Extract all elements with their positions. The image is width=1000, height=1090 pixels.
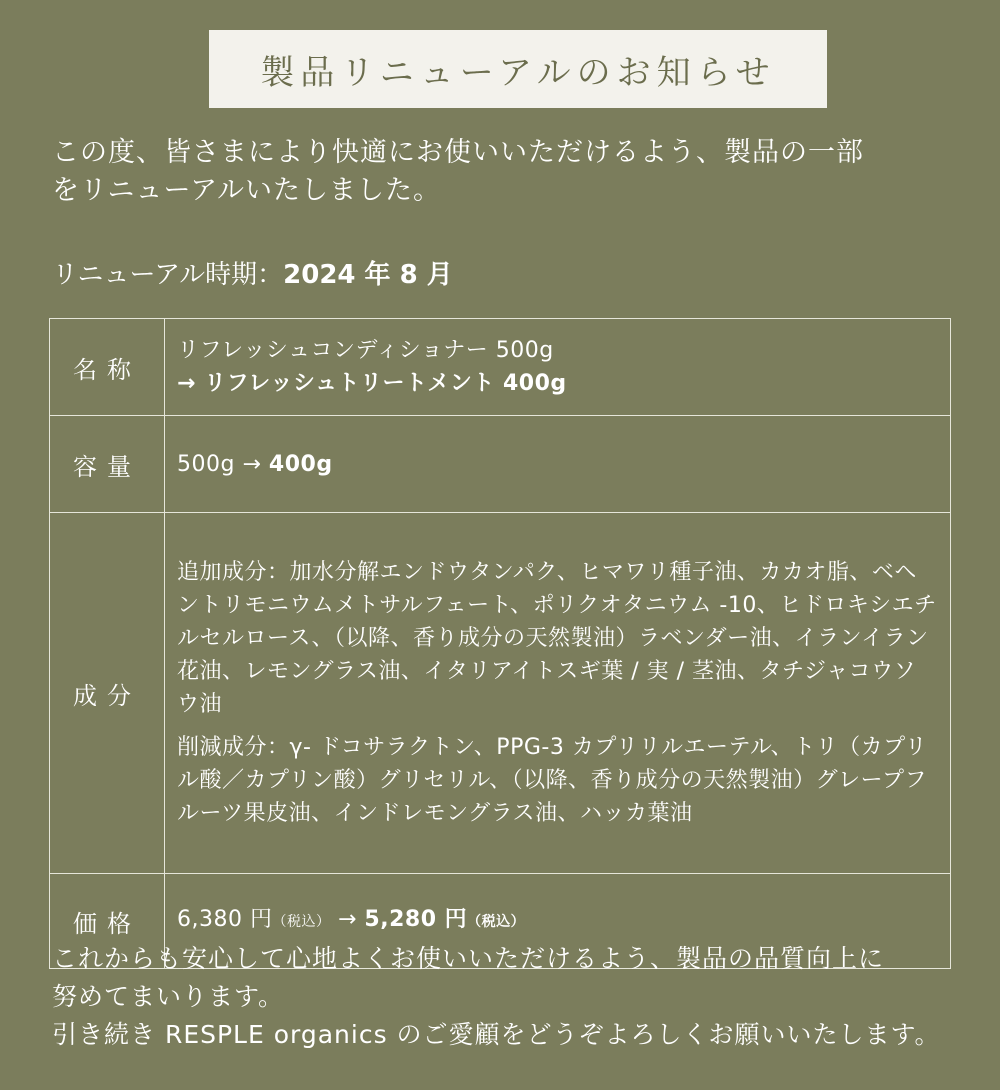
- new-product-name: → リフレッシュトリートメント 400g: [177, 371, 567, 396]
- row-label-volume: 容量: [50, 416, 165, 513]
- row-label-ingredients: 成分: [50, 513, 165, 874]
- old-price: 6,380 円: [177, 907, 273, 932]
- renewal-period: [52, 257, 453, 293]
- row-label-name: 名称: [50, 319, 165, 416]
- page-title: 製品リニューアルのお知らせ: [260, 52, 776, 93]
- intro-line-2: をリニューアルいたしました。: [52, 175, 442, 206]
- closing-line-2: 努めてまいります。: [52, 982, 285, 1011]
- intro-line-1: この度、皆さまにより快適にお使いいただけるよう、製品の一部: [52, 137, 864, 168]
- price-arrow: →: [337, 907, 357, 932]
- product-spec-table: [49, 318, 951, 969]
- renewal-period-date: 2024 年 8 月: [283, 260, 453, 290]
- old-product-name: リフレッシュコンディショナー 500g: [177, 338, 554, 363]
- row-value-ingredients: [165, 513, 951, 874]
- renewal-period-label: リニューアル時期：: [52, 260, 284, 290]
- closing-line-3: 引き続き RESPLE organics のご愛顧をどうぞよろしくお願いいたします。: [52, 1020, 941, 1049]
- row-value-name: [165, 319, 951, 416]
- old-price-tax-note: （税込）: [272, 914, 331, 930]
- closing-line-1: これからも安心して心地よくお使いいただけるよう、製品の品質向上に: [52, 944, 885, 973]
- new-volume: 400g: [268, 451, 333, 477]
- row-label-price: 価格: [50, 874, 165, 969]
- closing-text: [52, 940, 962, 1054]
- added-ingredients: 追加成分：加水分解エンドウタンパク、ヒマワリ種子油、カカオ脂、ベヘントリモニウムメトサルフェート、ポリクオタニウム -10、ヒドロキシエチルセルロース、（以降、香り成分の天然製油）ラベンダー油、イランイラン花油、レモングラス油、イタリアイトスギ葉 / 実 / 茎油、タチジャコウソウ油: [177, 560, 937, 717]
- old-volume: 500g →: [177, 451, 262, 477]
- new-price-tax-note: （税込）: [467, 914, 526, 930]
- new-price: 5,280 円: [364, 907, 468, 932]
- intro-text: [52, 134, 952, 210]
- table-row-ingredients: [50, 513, 951, 874]
- row-value-volume: [165, 416, 951, 513]
- title-banner: [209, 30, 827, 108]
- table-row-name: [50, 319, 951, 416]
- removed-ingredients: 削減成分：γ- ドコサラクトン、PPG-3 カプリリルエーテル、トリ（カプリル酸／カプリン酸）グリセリル、（以降、香り成分の天然製油）グレープフルーツ果皮油、インドレモングラス油、ハッカ葉油: [177, 735, 928, 826]
- table-row-volume: [50, 416, 951, 513]
